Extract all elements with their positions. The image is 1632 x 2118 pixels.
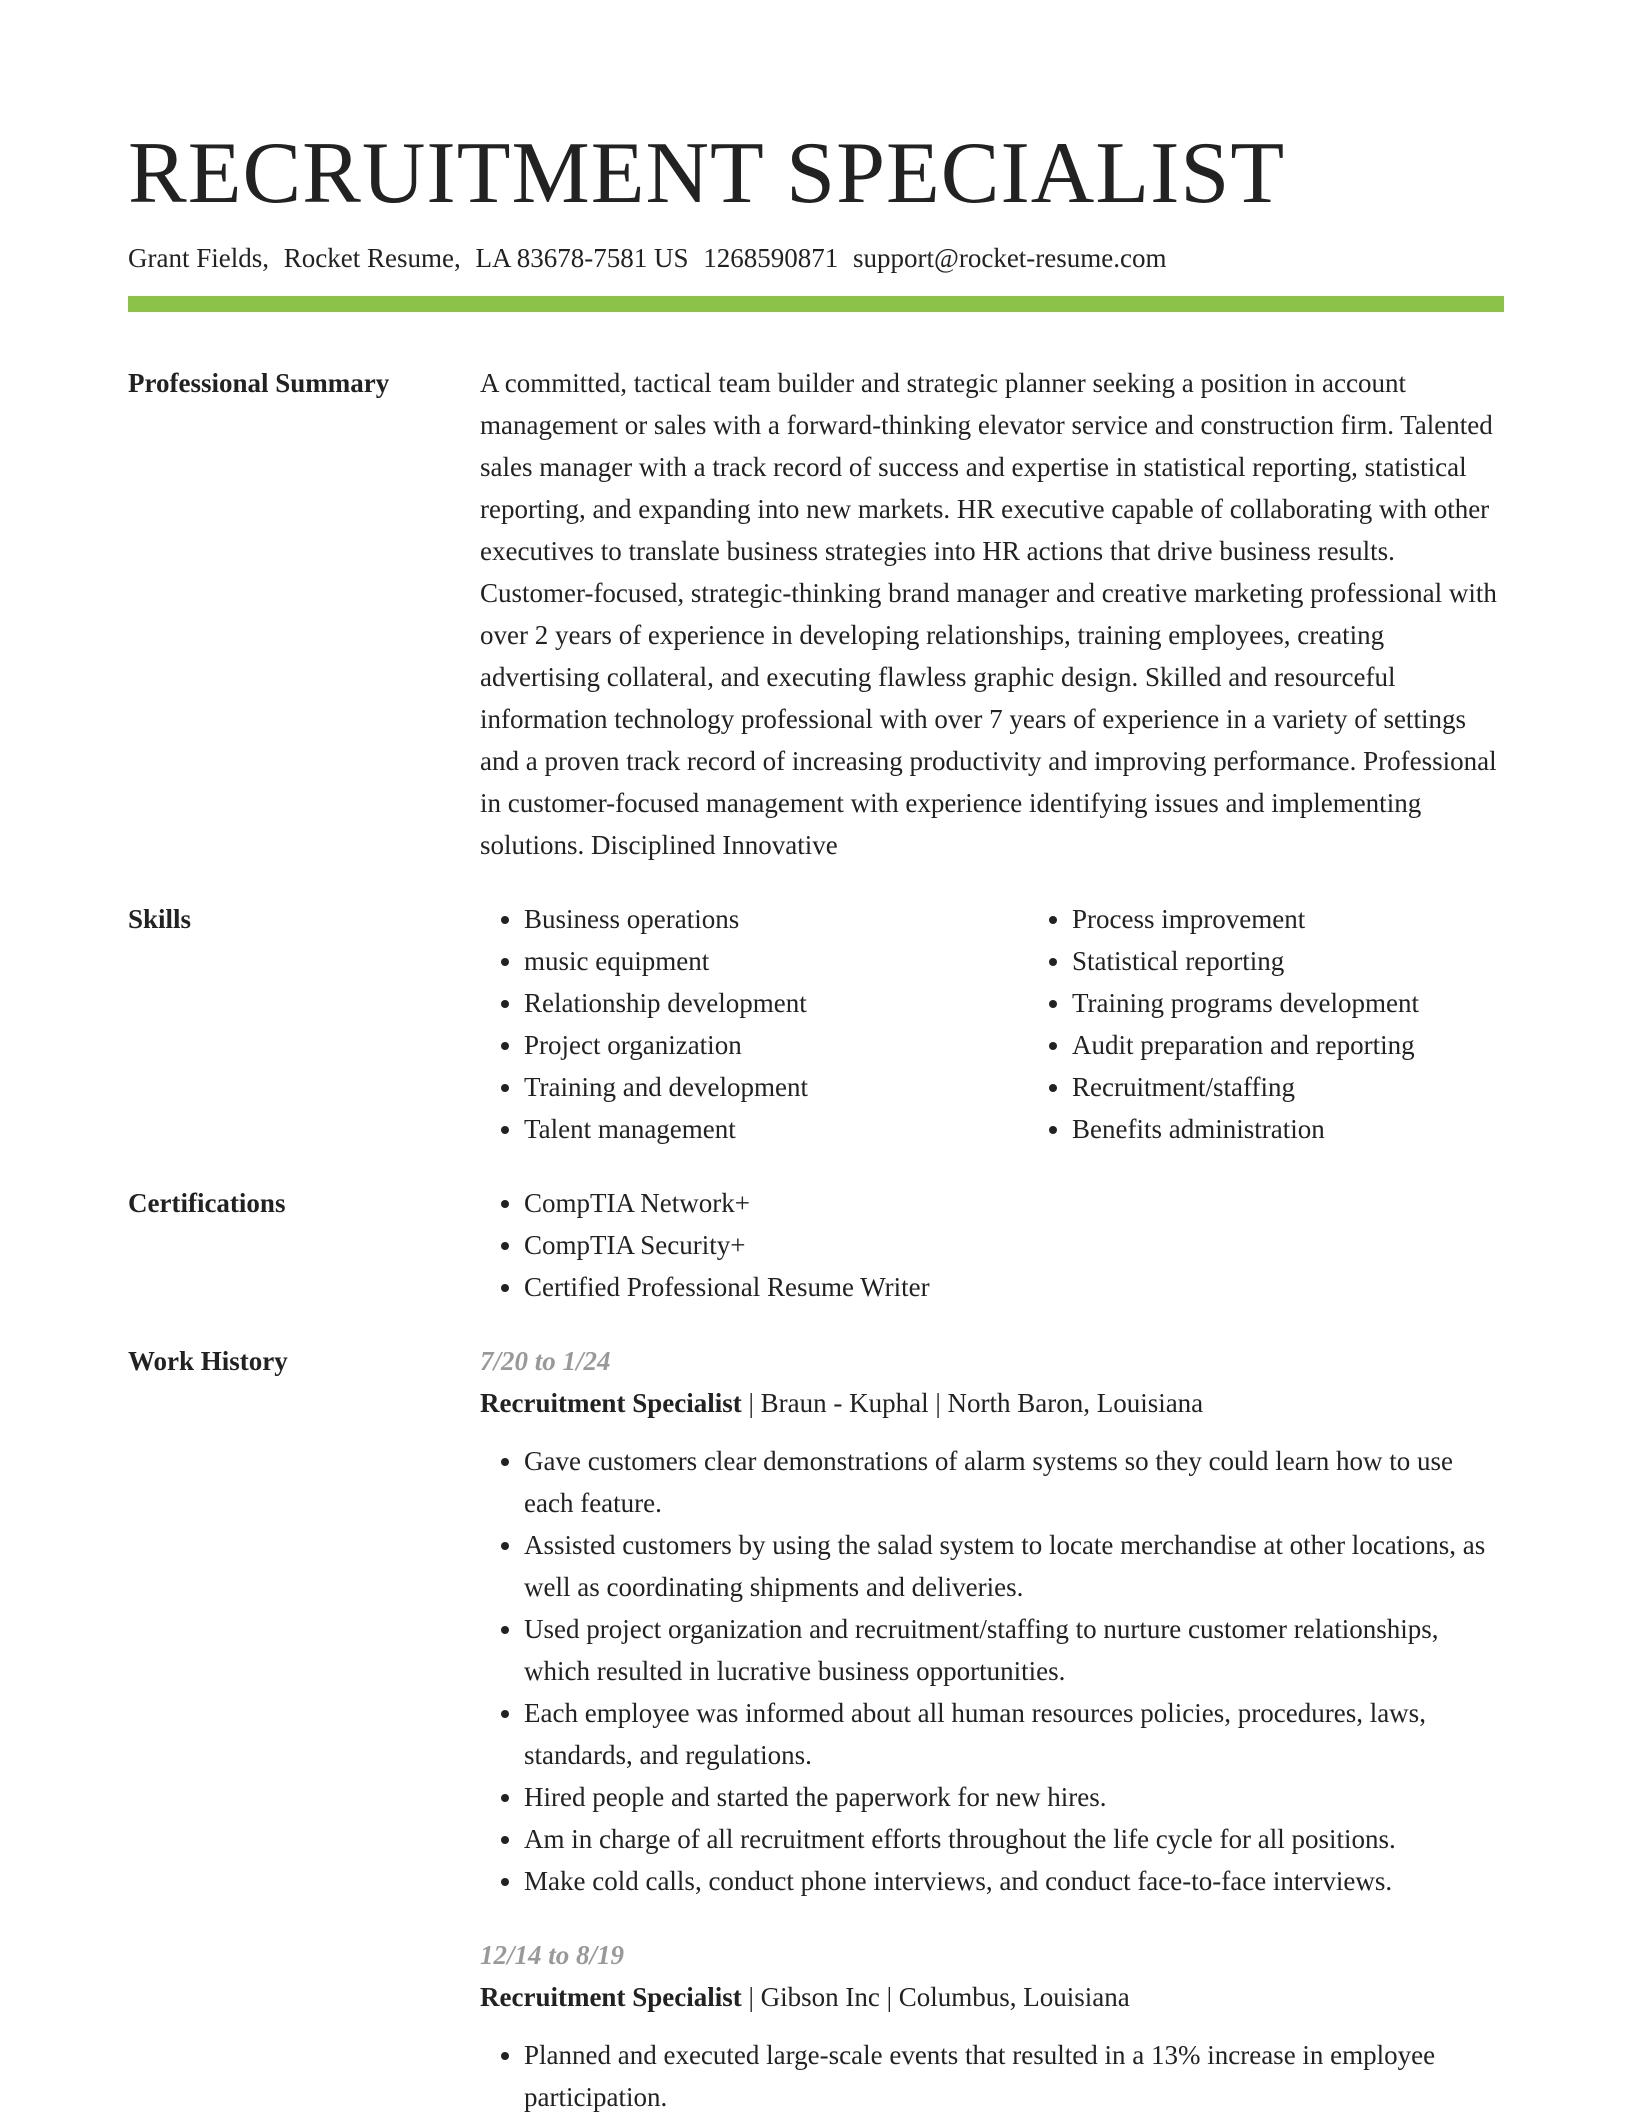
contact-line [128,242,1504,274]
job-bullet: • Assisted customers by using the salad system to locate merchandise at other locations, as well as coordinating shipments and deliveries. [524,1524,1504,1608]
contact-location: LA 83678-7581 US [475,243,689,273]
job-dates: 7/20 to 1/24 [480,1346,611,1377]
contact-company: Rocket Resume, [283,243,461,273]
skill-item: • Talent management [524,1108,1028,1150]
job-bullet: • Hired people and started the paperwork for new hires. [524,1776,1504,1818]
job-bullet: • Used project organization and recruitment/staffing to nurture customer relationships, which resulted in lucrative business opportunities. [524,1608,1504,1692]
job-bullet: • Each employee was informed about all human resources policies, procedures, laws, standards, and regulations. [524,1692,1504,1776]
skill-item: • Recruitment/staffing [1072,1066,1504,1108]
contact-name: Grant Fields, [128,243,269,273]
job-bullet: • Make cold calls, conduct phone interviews, and conduct face-to-face interviews. [524,1860,1504,1902]
job-bullet: • Gave customers clear demonstrations of alarm systems so they could learn how to use each feature. [524,1440,1504,1524]
certifications-list [480,1182,1504,1308]
work-history-heading: Work History [128,1346,288,1377]
skill-item: • Benefits administration [1072,1108,1504,1150]
job-bullets [480,1440,1504,1902]
skills-list-left [480,898,1028,1150]
job-bullets [480,2034,1504,2118]
skill-item: • Process improvement [1072,898,1504,940]
job-dates: 12/14 to 8/19 [480,1940,625,1971]
job-title: Recruitment Specialist [480,1982,742,2013]
skill-item: • Business operations [524,898,1028,940]
contact-phone: 1268590871 [703,243,839,273]
job-details: | Braun - Kuphal | North Baron, Louisiana [741,1388,1204,1419]
skills-heading: Skills [128,904,192,935]
job-heading-line [480,1976,1504,2018]
job-entry [480,1340,1504,1902]
skill-item: • Training programs development [1072,982,1504,1024]
contact-email[interactable]: support@rocket-resume.com [852,243,1167,273]
summary-heading: Professional Summary [128,368,390,399]
job-bullet: • Am in charge of all recruitment efforts throughout the life cycle for all positions. [524,1818,1504,1860]
job-bullet: • Planned and executed large-scale events that resulted in a 13% increase in employee participation. [524,2034,1504,2118]
certification-item: • CompTIA Security+ [524,1224,1504,1266]
skill-item: • Audit preparation and reporting [1072,1024,1504,1066]
skills-section [128,898,1504,1150]
skill-item: • Statistical reporting [1072,940,1504,982]
work-history-section [128,1340,1504,2118]
skill-item: • music equipment [524,940,1028,982]
skill-item: • Project organization [524,1024,1028,1066]
skill-item: • Relationship development [524,982,1028,1024]
job-heading-line [480,1382,1504,1424]
skills-list-right [1028,898,1504,1150]
summary-text: A committed, tactical team builder and strategic planner seeking a position in account management or sales with a forward-thinking elevator service and construction firm. Talented sales manager with a track record of success and expertise in statistical reporting, statistical reporting, and expanding into new markets. HR executive capable of collaborating with other executives to translate business strategies into HR actions that drive business results. Customer-focused, strategic-thinking brand manager and creative marketing professional with over 2 years of experience in developing relationships, training employees, creating advertising collateral, and executing flawless graphic design. Skilled and resourceful information technology professional with over 7 years of experience in a variety of settings and a proven track record of increasing productivity and improving performance. Professional in customer-focused management with experience identifying issues and implementing solutions. Disciplined Innovative [480,368,1497,861]
certifications-section [128,1182,1504,1308]
certification-item: • CompTIA Network+ [524,1182,1504,1224]
certifications-heading: Certifications [128,1188,286,1219]
job-title: Recruitment Specialist [480,1388,742,1419]
job-entry [480,1934,1504,2118]
summary-section [128,362,1504,866]
certification-item: • Certified Professional Resume Writer [524,1266,1504,1308]
header-divider [128,296,1504,312]
job-details: | Gibson Inc | Columbus, Louisiana [741,1982,1130,2013]
resume-title: RECRUITMENT SPECIALIST [128,125,1286,222]
skill-item: • Training and development [524,1066,1028,1108]
